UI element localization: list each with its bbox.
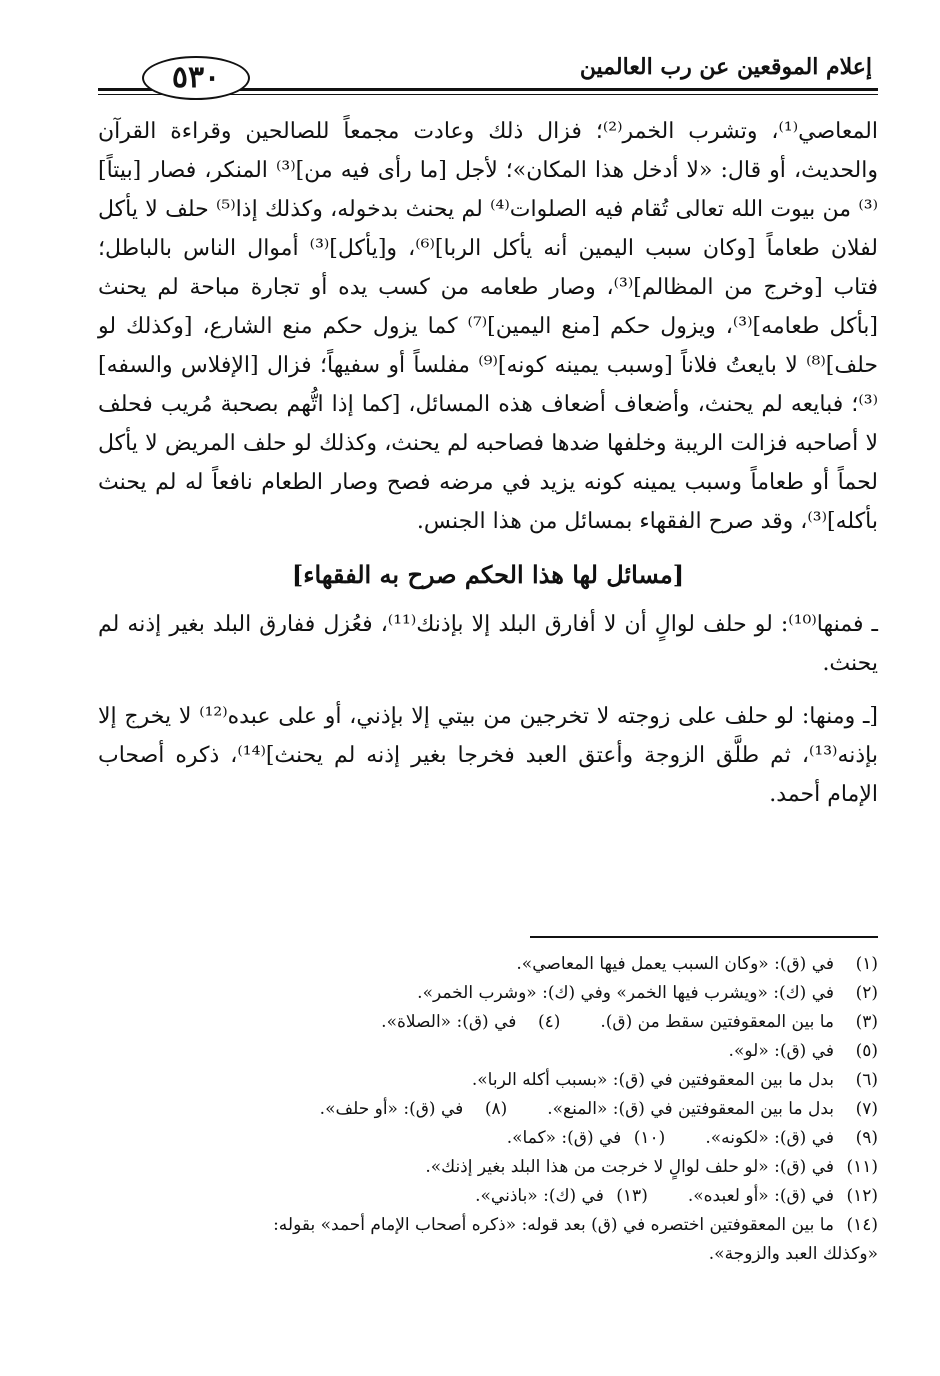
footnote-text: في (ق): «أو لعبده».: [687, 1186, 834, 1206]
footnote-6: [98, 1066, 878, 1095]
footnote-11: [98, 1153, 878, 1182]
footnote-14-continuation: «وكذلك العبد والزوجة».: [708, 1244, 878, 1264]
footnote-number: (١): [855, 954, 878, 974]
footnote-number: (٦): [855, 1070, 878, 1090]
paragraph-1: المعاصي⁽¹⁾، وتشرب الخمر⁽²⁾؛ فزال ذلك وعادت مجمعاً للصالحين وقراءة القرآن والحديث، أو قال: «لا أدخل هذا المكان»؛ لأجل [ما رأى فيه من]⁽³⁾ المنكر، فصار [بيتاً]⁽³⁾ من بيوت الله تعالى تُقام فيه الصلوات⁽⁴⁾ لم يحنث بدخوله، وكذلك إذا⁽⁵⁾ حلف لا يأكل لفلان طعاماً [وكان سبب اليمين أنه يأكل الربا]⁽⁶⁾، و[يأكل]⁽³⁾ أموال الناس بالباطل؛ فتاب [وخرج من المظالم]⁽³⁾، وصار طعامه من كسب يده أو تجارة مباحة لم يحنث [بأكل طعامه]⁽³⁾، ويزول حكم [منع اليمين]⁽⁷⁾ كما يزول حكم منع الشارع، [وكذلك لو حلف]⁽⁸⁾ لا بايعتُ فلاناً [وسبب يمينه كونه]⁽⁹⁾ مفلساً أو سفيهاً؛ فزال [الإفلاس والسفه]⁽³⁾؛ فبايعه لم يحنث، وأضعاف أضعاف هذه المسائل، [كما إذا اتُّهم بصحبة مُريب فحلف لا أصاحبه فزالت الريبة وخلفها ضدها فصاحبه لم يحنث، وكذلك لو حلف المريض لا يأكل لحماً أو طعاماً وسبب يمينه كونه يزيد في مرضه فصح وصار الطعام نافعاً له لم يحنث بأكله]⁽³⁾، وقد صرح الفقهاء بمسائل من هذا الجنس.: [98, 119, 879, 534]
footnote-separator: [530, 936, 878, 938]
footnote-7-8: [98, 1095, 878, 1124]
footnote-text: في (ك): «باذني».: [475, 1186, 604, 1206]
book-title: إعلام الموقعين عن رب العالمين: [579, 54, 872, 80]
paragraph-3: [ـ ومنها: لو حلف على زوجته لا تخرجين من بيتي إلا بإذني، أو على عبده⁽¹²⁾ لا يخرج إلا بإذنه⁽¹³⁾، ثم طلَّق الزوجة وأعتق العبد فخرجا بغير إذنه لم يحنث]⁽¹⁴⁾، ذكره أصحاب الإمام أحمد.: [98, 704, 878, 807]
footnote-number: (٤): [537, 1012, 561, 1032]
footnotes: [98, 950, 878, 1269]
footnote-number: (١٢): [846, 1186, 878, 1206]
footnote-text: في (ق): «لو».: [728, 1041, 834, 1061]
footnote-text: ما بين المعقوفتين اختصره في (ق) بعد قوله: «ذكره أصحاب الإمام أحمد» بقوله:: [273, 1215, 834, 1235]
footnote-number: (٨): [484, 1099, 508, 1119]
paragraph-2: ـ فمنها⁽¹⁰⁾: لو حلف لوالٍ أن لا أفارق البلد إلا بإذنك⁽¹¹⁾، فعُزل ففارق البلد بغير إذنه لم يحنث.: [98, 612, 878, 676]
page-header: [98, 48, 878, 108]
footnote-number: (١٤): [846, 1215, 878, 1235]
footnote-number: (٣): [855, 1012, 878, 1032]
footnote-text: ما بين المعقوفتين سقط من (ق).: [600, 1012, 834, 1032]
footnote-text: في (ق): «لو حلف لوالٍ لا خرجت من هذا البلد بغير إذنك».: [425, 1157, 834, 1177]
main-text: [98, 112, 878, 814]
footnote-number: (٧): [855, 1099, 878, 1119]
footnote-number: (١٣): [616, 1186, 648, 1206]
footnote-12-13: [98, 1182, 878, 1211]
footnote-text: في (ك): «ويشرب فيها الخمر» وفي (ك): «وشرب الخمر».: [417, 983, 834, 1003]
footnote-number: (٢): [855, 983, 878, 1003]
page-number: ٥٣٠: [142, 56, 250, 100]
footnote-number: (١١): [846, 1157, 878, 1177]
footnote-1: [98, 950, 878, 979]
footnote-2: [98, 979, 878, 1008]
footnote-text: في (ق): «أو حلف».: [319, 1099, 464, 1119]
footnote-number: (١٠): [633, 1128, 666, 1148]
footnote-3-4: [98, 1008, 878, 1037]
footnote-9-10: [98, 1124, 878, 1153]
footnote-text: في (ق): «كما».: [506, 1128, 622, 1148]
footnote-text: في (ق): «لكونه».: [705, 1128, 834, 1148]
footnote-5: [98, 1037, 878, 1066]
footnote-number: (٩): [855, 1128, 878, 1148]
footnote-number: (٥): [855, 1041, 878, 1061]
footnote-text: بدل ما بين المعقوفتين في (ق): «المنع».: [547, 1099, 834, 1119]
footnote-text: في (ق): «الصلاة».: [381, 1012, 517, 1032]
footnote-text: في (ق): «وكان السبب يعمل فيها المعاصي».: [516, 954, 834, 974]
section-heading: [مسائل لها هذا الحكم صرح به الفقهاء]: [291, 560, 685, 589]
footnote-text: بدل ما بين المعقوفتين في (ق): «بسبب أكله الربا».: [471, 1070, 834, 1090]
footnote-14: [98, 1211, 878, 1240]
